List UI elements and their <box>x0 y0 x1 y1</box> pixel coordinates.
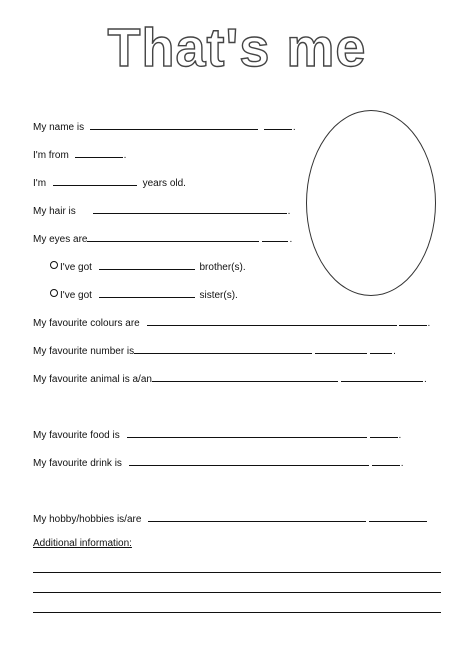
hair-label: My hair is <box>33 206 76 217</box>
age-prefix: I'm <box>33 178 47 189</box>
name-label: My name is <box>33 122 85 133</box>
name-blank[interactable] <box>90 119 258 130</box>
brothers-line <box>50 259 246 274</box>
additional-info-label: Additional information: <box>33 538 132 549</box>
name-line: My name is . <box>33 119 296 134</box>
eyes-blank[interactable] <box>87 231 259 242</box>
sisters-line <box>50 287 238 302</box>
brothers-suffix: brother(s). <box>199 262 246 273</box>
age-blank[interactable] <box>53 175 137 186</box>
photo-oval-frame[interactable] <box>306 110 436 296</box>
age-suffix: years old. <box>142 178 186 189</box>
writing-line-3[interactable] <box>33 612 441 613</box>
fav-food-blank[interactable] <box>127 427 367 438</box>
writing-line-2[interactable] <box>33 592 441 593</box>
writing-line-1[interactable] <box>33 572 441 573</box>
fav-number-label: My favourite number is <box>33 346 135 357</box>
bullet-icon <box>50 261 58 269</box>
fav-colours-label: My favourite colours are <box>33 318 140 329</box>
fav-colours-line: My favourite colours are . <box>33 315 430 330</box>
from-label: I'm from <box>33 150 69 161</box>
hobby-blank-2[interactable] <box>369 511 427 522</box>
fav-animal-blank-2[interactable] <box>341 371 423 382</box>
fav-animal-label: My favourite animal is a/an <box>33 374 152 385</box>
fav-drink-blank-2[interactable] <box>372 455 400 466</box>
fav-animal-blank[interactable] <box>152 371 338 382</box>
bullet-icon <box>50 289 58 297</box>
hair-blank[interactable] <box>93 203 287 214</box>
sisters-suffix: sister(s). <box>199 290 238 301</box>
fav-number-line: My favourite number is . <box>33 343 396 358</box>
hobby-line <box>33 511 427 526</box>
sisters-blank[interactable] <box>99 287 195 298</box>
fav-animal-line: My favourite animal is a/an . <box>33 371 427 386</box>
brothers-prefix: I've got <box>60 262 92 273</box>
hair-line: My hair is . <box>33 203 290 218</box>
from-blank[interactable] <box>75 147 123 158</box>
sisters-prefix: I've got <box>60 290 92 301</box>
age-line <box>33 175 186 190</box>
hobby-label: My hobby/hobbies is/are <box>33 514 142 525</box>
fav-drink-label: My favourite drink is <box>33 458 122 469</box>
fav-number-blank-2[interactable] <box>315 343 367 354</box>
fav-colours-blank[interactable] <box>147 315 397 326</box>
fav-number-blank[interactable] <box>134 343 312 354</box>
eyes-label: My eyes are <box>33 234 88 245</box>
fav-number-blank-3[interactable] <box>370 343 392 354</box>
fav-colours-blank-2[interactable] <box>399 315 427 326</box>
fav-food-blank-2[interactable] <box>370 427 398 438</box>
fav-food-line: My favourite food is . <box>33 427 401 442</box>
fav-drink-blank[interactable] <box>129 455 369 466</box>
eyes-blank-2[interactable] <box>262 231 288 242</box>
brothers-blank[interactable] <box>99 259 195 270</box>
hobby-blank[interactable] <box>148 511 366 522</box>
worksheet-title: That's me <box>107 18 367 78</box>
fav-drink-line: My favourite drink is . <box>33 455 403 470</box>
eyes-line: My eyes are . <box>33 231 292 246</box>
fav-food-label: My favourite food is <box>33 430 120 441</box>
from-line: I'm from . <box>33 147 126 162</box>
name-blank-2[interactable] <box>264 119 292 130</box>
